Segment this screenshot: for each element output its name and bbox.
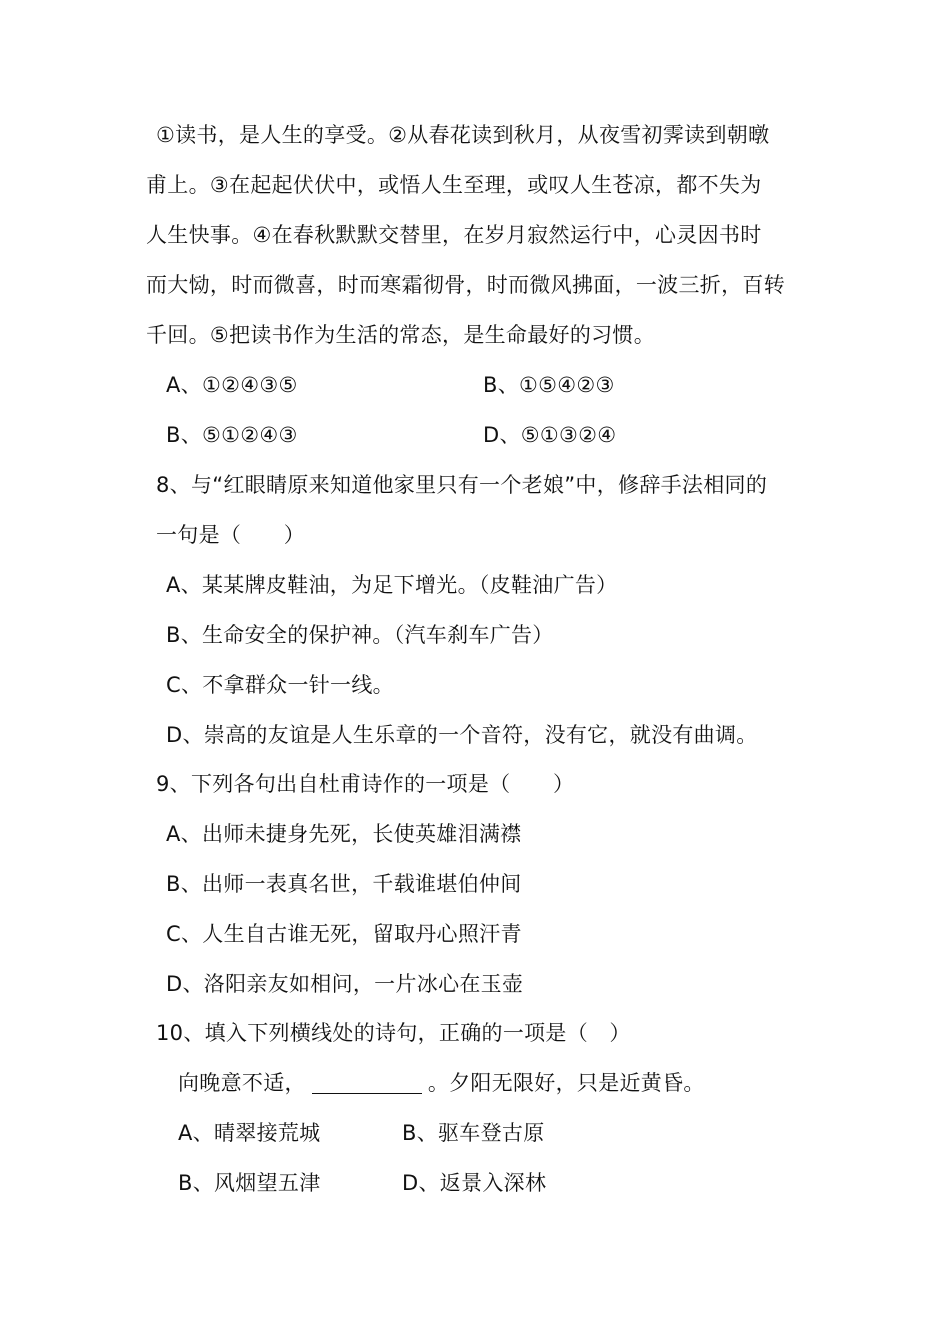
question-8-option-c: C、不拿群众一针一线。 xyxy=(166,673,394,697)
question-9-option-c: C、人生自古谁无死，留取丹心照汗青 xyxy=(166,922,522,946)
question-10-option-b-left: B、风烟望五津 xyxy=(178,1171,321,1195)
passage-option-a: A、①②④③⑤ xyxy=(166,373,298,397)
question-9-option-d: D、洛阳亲友如相问，一片冰心在玉壶 xyxy=(166,972,524,996)
question-8-stem-line-2: 一句是（ ） xyxy=(156,523,306,547)
question-9-option-b: B、出师一表真名世，千载谁堪伯仲间 xyxy=(166,872,522,896)
question-8-option-a: A、某某牌皮鞋油，为足下增光。（皮鞋油广告） xyxy=(166,573,618,597)
question-10-option-d: D、返景入深林 xyxy=(402,1171,547,1195)
question-10-option-a: A、晴翠接荒城 xyxy=(178,1121,321,1145)
passage-line-5: 千回。⑤把读书作为生活的常态，是生命最好的习惯。 xyxy=(146,323,656,347)
passage-line-4: 而大恸，时而微喜，时而寒霜彻骨，时而微风拂面，一波三折，百转 xyxy=(146,273,785,297)
fill-after-text: 。夕阳无限好，只是近黄昏。 xyxy=(427,1071,705,1095)
passage-line-2: 甫上。③在起起伏伏中，或悟人生至理，或叹人生苍凉，都不失为 xyxy=(146,173,762,197)
fill-before-text: 向晚意不适， xyxy=(178,1071,306,1095)
passage-option-b-left: B、⑤①②④③ xyxy=(166,423,298,447)
question-8-option-b: B、生命安全的保护神。（汽车刹车广告） xyxy=(166,623,554,647)
question-8-option-d: D、崇高的友谊是人生乐章的一个音符，没有它，就没有曲调。 xyxy=(166,723,758,747)
passage-option-b-right: B、①⑤④②③ xyxy=(483,373,615,397)
question-8-stem-line-1: 8、与“红眼睛原来知道他家里只有一个老娘”中，修辞手法相同的 xyxy=(156,473,768,497)
question-9-stem: 9、下列各句出自杜甫诗作的一项是（ ） xyxy=(156,772,575,796)
question-10-stem: 10、填入下列横线处的诗句，正确的一项是（ ） xyxy=(156,1021,631,1045)
passage-line-1: ①读书，是人生的享受。②从春花读到秋月，从夜雪初霁读到朝暾 xyxy=(156,123,770,147)
passage-line-3: 人生快事。④在春秋默默交替里，在岁月寂然运行中，心灵因书时 xyxy=(146,223,762,247)
question-10-option-b-right: B、驱车登古原 xyxy=(402,1121,545,1145)
passage-option-d: D、⑤①③②④ xyxy=(483,423,617,447)
question-9-option-a: A、出师未捷身先死，长使英雄泪满襟 xyxy=(166,822,522,846)
answer-blank xyxy=(312,1071,422,1094)
question-10-fill-sentence xyxy=(178,1068,705,1098)
